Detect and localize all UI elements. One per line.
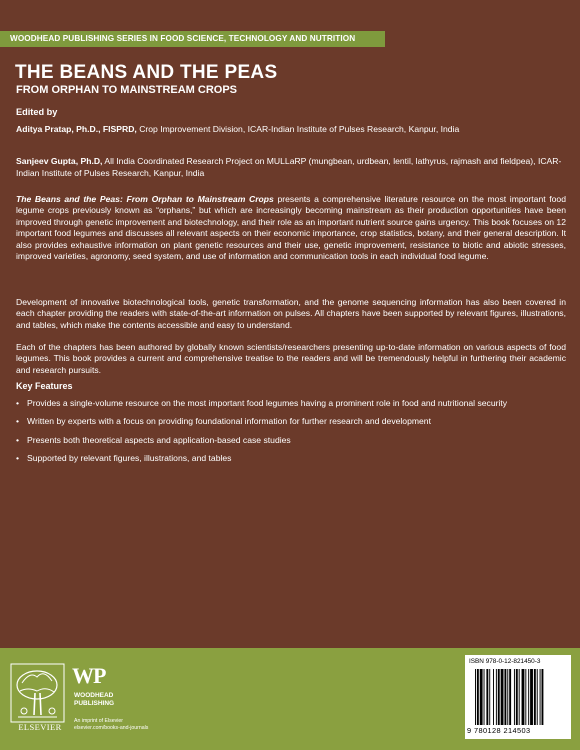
barcode-bar [486, 669, 488, 725]
barcode-bar [534, 669, 536, 725]
barcode-bar [504, 669, 506, 725]
elsevier-tree-logo-icon [10, 663, 65, 723]
barcode-bar [501, 669, 504, 725]
key-feature-item [16, 398, 566, 409]
key-feature-text: Supported by relevant figures, illustrations, and tables [27, 453, 232, 464]
barcode-bar [509, 669, 511, 725]
woodhead-name-line-1: WOODHEAD [74, 692, 114, 699]
barcode-bar [528, 669, 529, 725]
key-feature-text: Provides a single-volume resource on the most important food legumes having a prominent role in food and nutritional security [27, 398, 508, 408]
imprint-line-1: An imprint of Elsevier [74, 718, 124, 724]
key-feature-text: Presents both theoretical aspects and application-based case studies [27, 434, 291, 445]
description-p1-text: presents a comprehensive literature resource on the most important food legume crops previously known as “orphans,” but which are increasingly becoming mainstream as their production opportunities have been improved through genetic improvement and biotechnology, and their role as an important nutrient source gains urgency. This book focuses on 12 important food legumes and discusses all relevant aspects on their economic importance, crop statistics, botany, and their general description. It also provides exhaustive information on plant genetic resources and their use, genetic improvement, resistance to biotic and abiotic stresses, improved varieties, agronomy, seed system, and use of information and communication tools in each individual food legume. [16, 194, 566, 262]
key-feature-text: Written by experts with a focus on providing foundational information for further research and development [27, 416, 431, 427]
barcode-bar [498, 669, 500, 725]
description-paragraph-2: Development of innovative biotechnological tools, genetic transformation, and the genome sequencing information has also been covered in each chapter providing the readers with state-of-the-art information on pulses. All chapters have been supported by relevant figures, illustrations, and tables, which make the contents accessible and easy to understand. [16, 297, 566, 330]
barcode-bar [537, 669, 538, 725]
description-paragraph-1 [16, 194, 566, 262]
isbn-number: ISBN 978-0-12-821450-3 [469, 658, 541, 665]
key-feature-item [16, 453, 566, 464]
barcode-bar [522, 669, 525, 725]
barcode-bar [530, 669, 533, 725]
woodhead-name-line-2: PUBLISHING [74, 700, 115, 707]
imprint-line-2: elsevier.com/books-and-journals [74, 725, 149, 731]
bullet-icon: • [16, 434, 20, 445]
barcode-bar [514, 669, 515, 725]
description-paragraph-3: Each of the chapters has been authored by globally known scientists/researchers presenting up-to-date information on various aspects of food legumes. This book provides a current and comprehensive treatise to the readers and will be tremendously helpful in furthering their academic and research pursuits. [16, 342, 566, 375]
barcode-digits: 9 780128 214503 [467, 726, 531, 735]
editor-1-affiliation: Crop Improvement Division, ICAR-Indian Institute of Pulses Research, Kanpur, India [136, 124, 460, 134]
barcode-bar [525, 669, 526, 725]
description-book-title: The Beans and the Peas: From Orphan to Mainstream Crops [16, 194, 274, 204]
barcode-bar [540, 669, 541, 725]
editor-1 [16, 123, 566, 135]
barcode-graphic [475, 669, 565, 725]
barcode-bar [519, 669, 520, 725]
woodhead-wp-logo: WP [72, 663, 106, 688]
bullet-icon: • [16, 453, 20, 464]
barcode-bar [475, 669, 476, 725]
key-feature-item [16, 416, 566, 427]
barcode-bar [489, 669, 490, 725]
barcode-bar [493, 669, 494, 725]
edited-by-label: Edited by [16, 107, 58, 117]
barcode-bar [480, 669, 483, 725]
key-feature-item [16, 435, 566, 446]
barcode-bar [507, 669, 508, 725]
barcode-bar [477, 669, 479, 725]
editor-2-affiliation: All India Coordinated Research Project on MULLaRP (mungbean, urdbean, lentil, lathyrus, rajmash and fieldpea), ICAR-Indian Institute of Pulses Research, Kanpur, India [16, 156, 562, 178]
bullet-icon: • [16, 398, 20, 408]
key-features-heading: Key Features [16, 381, 73, 391]
key-features-list [16, 398, 566, 472]
woodhead-publishing-name [74, 692, 134, 708]
editor-2-name: Sanjeev Gupta, Ph.D, [16, 156, 103, 166]
series-banner [0, 31, 385, 47]
barcode-bar [484, 669, 485, 725]
book-subtitle: FROM ORPHAN TO MAINSTREAM CROPS [16, 84, 238, 96]
editor-1-name: Aditya Pratap, Ph.D., FISPRD, [16, 124, 137, 134]
editor-2 [16, 155, 566, 179]
elsevier-wordmark: ELSEVIER [18, 722, 62, 732]
book-title: THE BEANS AND THE PEAS [15, 62, 278, 83]
bullet-icon: • [16, 416, 20, 427]
isbn-barcode-box [465, 655, 571, 739]
barcode-bar [516, 669, 518, 725]
series-title: WOODHEAD PUBLISHING SERIES IN FOOD SCIENCE, TECHNOLOGY AND NUTRITION [10, 34, 356, 43]
imprint-note [74, 718, 174, 732]
barcode-bar [496, 669, 497, 725]
barcode-bar [542, 669, 544, 725]
